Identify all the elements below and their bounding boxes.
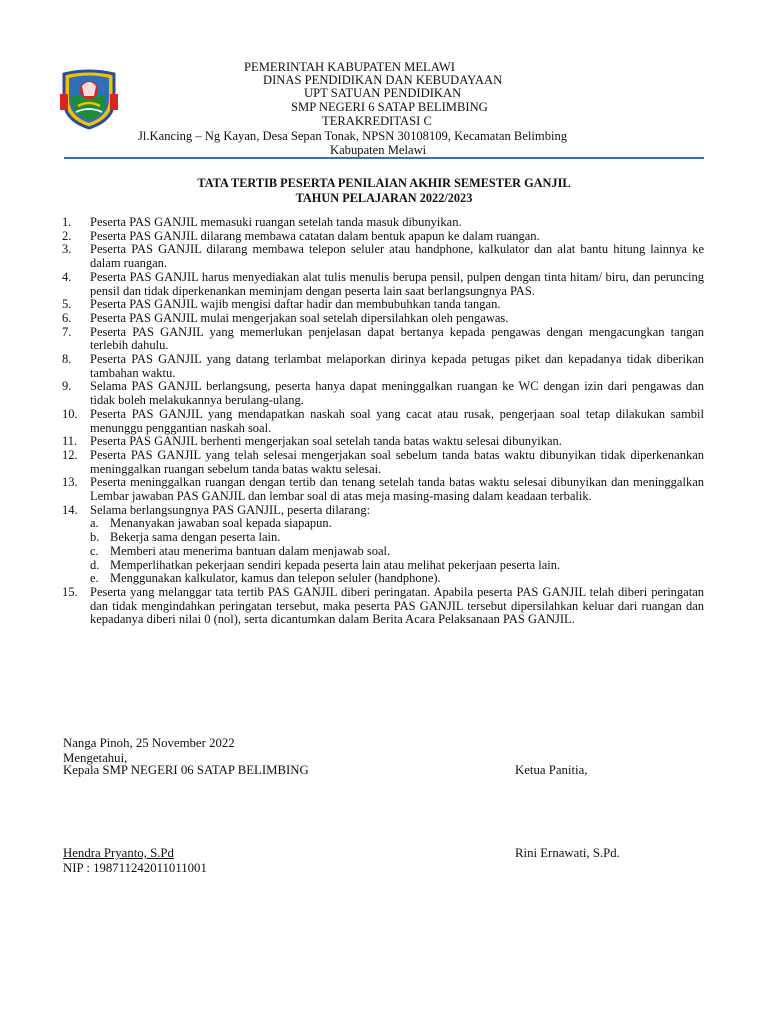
list-item: 4. Peserta PAS GANJIL harus menyediakan alat tulis menulis berupa pensil, pulpen dengan tinta hitam/ biru, dan peruncing pensil dan tidak diperkenankan meminjam dengan peserta lain saat berlangsungnya PAS. (62, 269, 704, 298)
letterhead-address-regency: Kabupaten Melawi (330, 143, 427, 157)
sub-list-item: a. Menanyakan jawaban soal kepada siapapun. (90, 516, 332, 531)
list-item: 10. Peserta PAS GANJIL yang mendapatkan naskah soal yang cacat atau rusak, pengerjaan soal tetap dilakukan sambil menunggu penggantian naskah soal. (62, 406, 704, 435)
sub-list-item: c. Memberi atau menerima bantuan dalam menjawab soal. (90, 543, 391, 558)
letterhead-address: Jl.Kancing – Ng Kayan, Desa Sepan Tonak, NPSN 30108109, Kecamatan Belimbing (138, 129, 568, 143)
letterhead-unit: UPT SATUAN PENDIDIKAN (304, 86, 462, 100)
letterhead-divider (64, 157, 704, 159)
list-item: 13. Peserta meninggalkan ruangan dengan tertib dan tenang setelah tanda batas waktu selesai dibunyikan dan meninggalkan Lembar jawaban PAS GANJIL dan lembar soal di atas meja masing-masing dalam keadaan terbalik. (62, 475, 704, 504)
committee-chair-name: Rini Ernawati, S.Pd. (515, 846, 620, 860)
committee-chair-title: Ketua Panitia, (515, 763, 588, 777)
list-item: 9. Selama PAS GANJIL berlangsung, peserta hanya dapat meninggalkan ruangan ke WC dengan izin dari pengawas dan tidak boleh melakukannya berulang-ulang. (62, 379, 704, 408)
list-item: 5. Peserta PAS GANJIL wajib mengisi daftar hadir dan membubuhkan tanda tangan. (62, 297, 501, 312)
letterhead-school: SMP NEGERI 6 SATAP BELIMBING (291, 100, 488, 114)
list-item: 7. Peserta PAS GANJIL yang memerlukan penjelasan dapat bertanya kepada pengawas dengan mengacungkan tangan terlebih dahulu. (62, 324, 704, 353)
list-item: 14. Selama berlangsungnya PAS GANJIL, peserta dilarang: a. Menanyakan jawaban soal kepada siapapun. b. Bekerja sama dengan peserta lain. c. Memberi atau menerima bantuan dalam menjawab soal. d. Memperlihatkan pekerjaan sendiri kepada peserta lain atau melihat pekerjaan peserta lain. e. Menggunakan kalkulator, kamus dan telepon seluler (handphone). (62, 504, 704, 586)
place-date: Nanga Pinoh, 25 November 2022 (63, 736, 235, 750)
principal-nip: NIP : 198711242011011001 (63, 861, 207, 875)
list-item: 2. Peserta PAS GANJIL dilarang membawa catatan dalam bentuk apapun ke dalam ruangan. (62, 228, 540, 243)
regency-emblem-icon (56, 66, 122, 130)
sub-list-item: d. Memperlihatkan pekerjaan sendiri kepada peserta lain atau melihat pekerjaan peserta lain. (90, 557, 561, 572)
document-title-line1: TATA TERTIB PESERTA PENILAIAN AKHIR SEMESTER GANJIL (197, 176, 571, 190)
letterhead-government: PEMERINTAH KABUPATEN MELAWI (244, 60, 455, 74)
list-item: 15. Peserta yang melanggar tata tertib PAS GANJIL diberi peringatan. Apabila peserta PAS GANJIL telah diberi peringatan dan tidak mengindahkan peringatan tersebut, maka peserta PAS GANJIL tersebut dipersilahkan keluar dari ruangan dan kepadanya diberi nilai 0 (nol), serta dicantumkan dalam Berita Acara Pelaksanaan PAS GANJIL. (62, 584, 704, 627)
sub-list-item: b. Bekerja sama dengan peserta lain. (90, 530, 281, 545)
acknowledged-label: Mengetahui, (63, 751, 128, 765)
principal-name: Hendra Pryanto, S.Pd (63, 846, 174, 860)
document-title (0, 176, 768, 205)
prohibited-actions-list (90, 517, 704, 586)
list-item: 3. Peserta PAS GANJIL dilarang membawa telepon seluler atau handphone, kalkulator dan alat bantu hitung lainnya ke dalam ruangan. (62, 242, 704, 271)
letterhead-department: DINAS PENDIDIKAN DAN KEBUDAYAAN (263, 73, 503, 87)
list-item: 6. Peserta PAS GANJIL mulai mengerjakan soal setelah dipersilahkan oleh pengawas. (62, 310, 509, 325)
list-item: 11. Peserta PAS GANJIL berhenti mengerjakan soal setelah tanda batas waktu selesai dibunyikan. (62, 434, 562, 449)
list-item: 1. Peserta PAS GANJIL memasuki ruangan setelah tanda masuk dibunyikan. (62, 215, 462, 229)
sub-list-item: e. Menggunakan kalkulator, kamus dan telepon seluler (handphone). (90, 571, 441, 586)
principal-title: Kepala SMP NEGERI 06 SATAP BELIMBING (63, 763, 309, 777)
rules-list (62, 216, 704, 627)
letterhead-accreditation: TERAKREDITASI C (322, 114, 432, 128)
list-item: 8. Peserta PAS GANJIL yang datang terlambat melaporkan dirinya kepada petugas piket dan kepadanya tidak diberikan tambahan waktu. (62, 352, 704, 380)
list-item: 12. Peserta PAS GANJIL yang telah selesai mengerjakan soal sebelum tanda batas waktu dibunyikan tidak diperkenankan meninggalkan ruangan sebelum tanda batas waktu selesai. (62, 447, 704, 476)
document-title-line2: TAHUN PELAJARAN 2022/2023 (295, 190, 473, 205)
